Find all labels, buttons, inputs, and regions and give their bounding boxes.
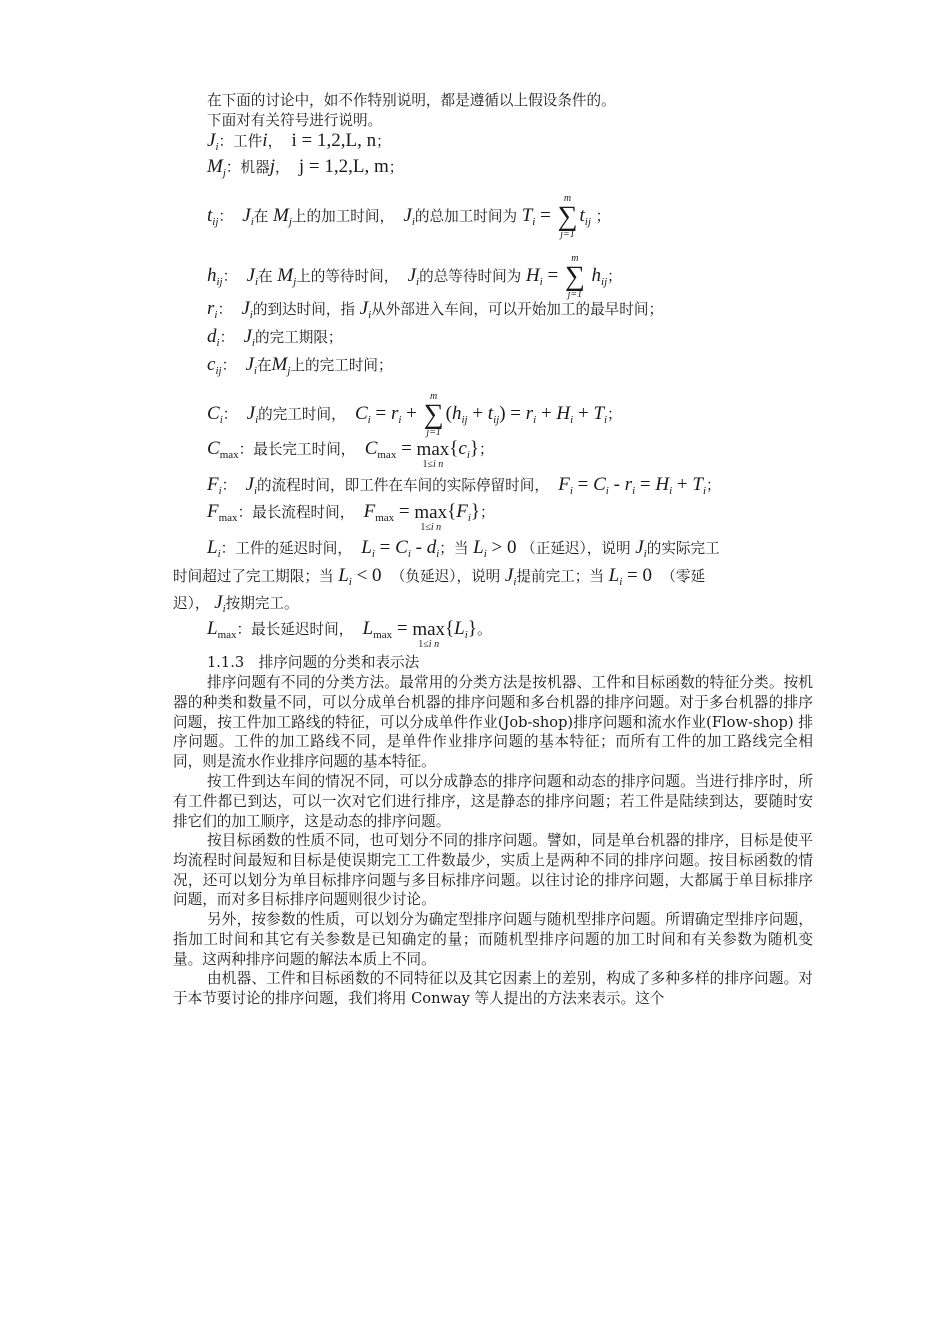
- paragraph-5: 由机器、工件和目标函数的不同特征以及其它因素上的差别，构成了多种多样的排序问题。对于本节要讨论的排序问题，我们将用 Conway 等人提出的方法来表示。这个: [173, 970, 813, 1007]
- symbol-li-line-3: 迟）， $J_i$按期完工。: [173, 592, 299, 615]
- summation-symbol: m ∑ j=1: [557, 193, 578, 240]
- paragraph-2: 按工件到达车间的情况不同，可以分成静态的排序问题和动态的排序问题。当进行排序时，所有工件都已到达，可以一次对它们进行排序，这是静态的排序问题；若工件是陆续到达，要随时安排它们的加工顺序，这是动态的排序问题。: [173, 773, 813, 830]
- symbol-ri: $r_i$： $J_i$的到达时间，指 $J_i$从外部进入车间，可以开始加工的最早时间；: [207, 298, 664, 321]
- symbol-ji: $J_i$：工件i， i = 1,2,L, n；: [207, 130, 391, 153]
- symbol-tij: $t_{ij}$： $J_i$在 $M_j$上的加工时间， $J_i$的总加工时间为 $T_i$ = m ∑ j=1 $t_{ij}$ ；: [207, 193, 611, 240]
- symbol-cmax: $C_{max}$：最长完工时间， $C_{max}$ = max 1≤i n $\{c_i\}$；: [207, 438, 494, 470]
- symbol-li-line-2: 时间超过了完工期限；当 $L_i < 0$ （负延迟），说明 $J_i$提前完工；当 $L_i = 0$ （零延: [173, 565, 706, 588]
- symbol-fi: $F_i$： $J_i$的流程时间，即工件在车间的实际停留时间， $F_i = C_i - r_i = H_i + T_i$；: [207, 474, 721, 497]
- section-heading: 1.1.3 排序问题的分类和表示法: [207, 654, 420, 671]
- symbol-cij: $c_{ij}$： $J_i$在$M_j$上的完工时间；: [207, 354, 393, 377]
- paragraph-3: 按目标函数的性质不同，也可划分不同的排序问题。譬如，同是单台机器的排序，目标是使平均流程时间最短和目标是使误期完工工件数最少，实质上是两种不同的排序问题。按目标函数的情况，还可以划分为单目标排序问题与多目标排序问题。以往讨论的排序问题，大都属于单目标排序问题，而对多目标排序问题则很少讨论。: [173, 832, 813, 909]
- symbol-fmax: $F_{max}$：最长流程时间， $F_{max}$ = max 1≤i n $\{F_i\}$；: [207, 501, 495, 533]
- paragraph-1: 排序问题有不同的分类方法。最常用的分类方法是按机器、工件和目标函数的特征分类。按机器的种类和数量不同，可以分成单台机器的排序问题和多台机器的排序问题。对于多台机器的排序问题，按工件加工路线的特征，可以分成单件作业(Job-shop)排序问题和流水作业(Flow-shop) 排序问题。工件的加工路线不同，是单件作业排序问题的基本特征；而所有工件的加工路线完全相同，则是流水作业排序问题的基本特征。: [173, 674, 813, 771]
- symbol-li-line-1: $L_i$：工件的延迟时间， $L_i = C_i - d_i$；当 $L_i > 0$ （正延迟），说明 $J_i$的实际完工: [207, 537, 720, 560]
- symbol-ci: $C_i$： $J_i$的完工时间， $C_i = r_i$ + m ∑ j=1 $(h_{ij} + t_{ij}) = r_i + H_i + T_i$；: [207, 391, 622, 438]
- max-operator: max 1≤i n: [416, 439, 450, 470]
- intro-line-1: 在下面的讨论中，如不作特别说明，都是遵循以上假设条件的。: [207, 92, 616, 109]
- max-operator: max 1≤i n: [414, 502, 448, 533]
- symbol-mj: $M_j$：机器j， j = 1,2,L, m；: [207, 156, 404, 179]
- summation-symbol: m ∑ j=1: [564, 253, 585, 300]
- symbol-di: $d_i$： $J_i$的完工期限；: [207, 326, 343, 349]
- max-operator: max 1≤i n: [412, 619, 446, 650]
- intro-line-2: 下面对有关符号进行说明。: [207, 112, 383, 129]
- symbol-hij: $h_{ij}$： $J_i$在 $M_j$上的等待时间， $J_i$的总等待时间为 $H_i$ = m ∑ j=1 $h_{ij}$；: [207, 253, 622, 300]
- symbol-lmax: $L_{max}$：最长延迟时间， $L_{max}$ = max 1≤i n $\{L_i\}$。: [207, 618, 492, 650]
- paragraph-4: 另外，按参数的性质，可以划分为确定型排序问题与随机型排序问题。所谓确定型排序问题，指加工时间和其它有关参数是已知确定的量；而随机型排序问题的加工时间和有关参数为随机变量。这两种排序问题的解法本质上不同。: [173, 911, 813, 968]
- summation-symbol: m ∑ j=1: [423, 391, 444, 438]
